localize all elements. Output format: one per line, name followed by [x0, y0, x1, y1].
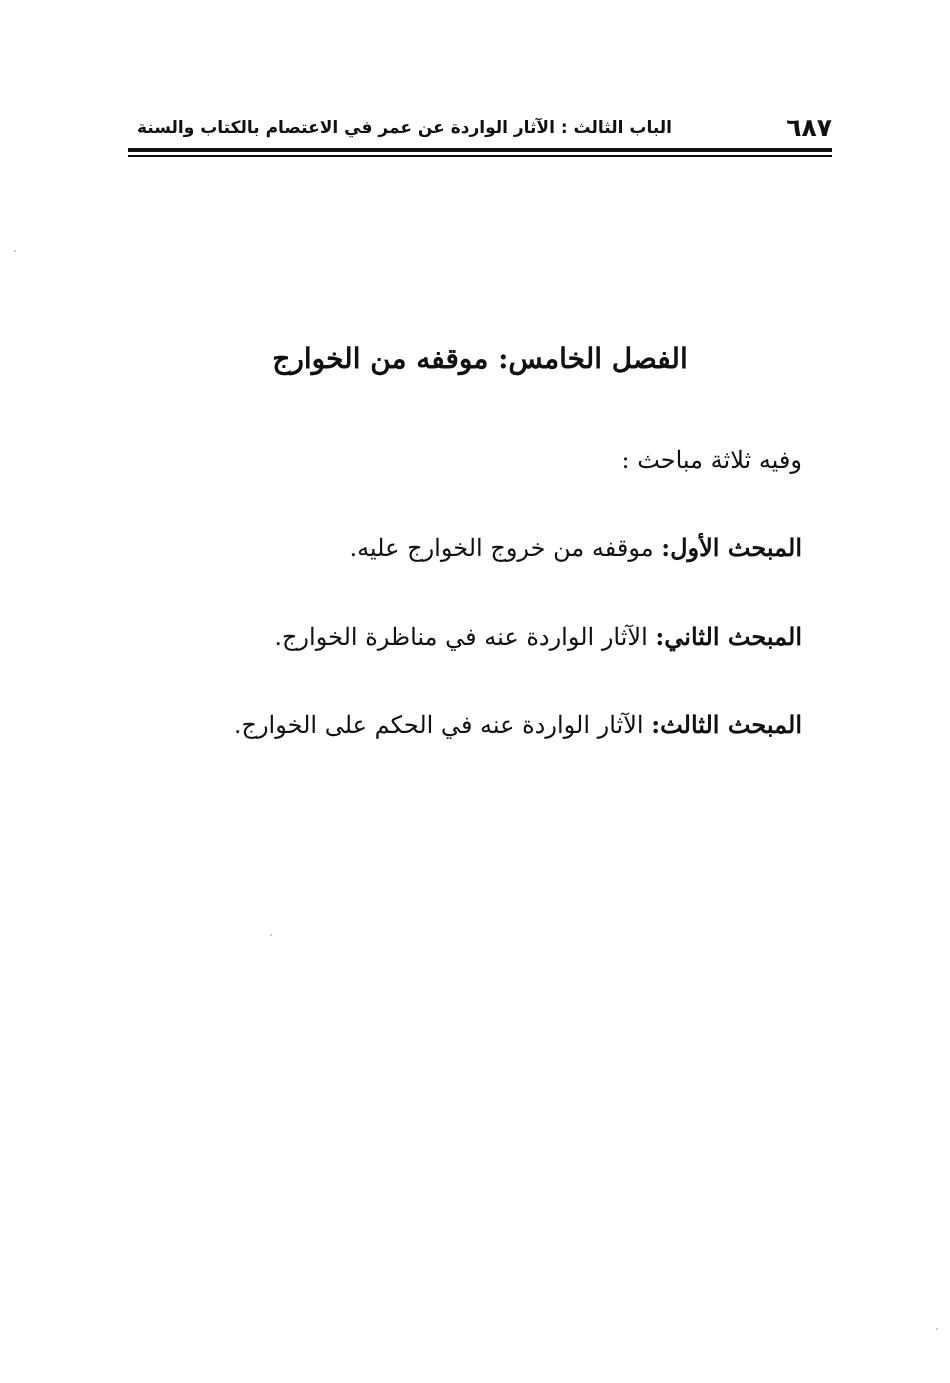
running-header-title: الباب الثالث : الآثار الواردة عن عمر في الاعتصام بالكتاب والسنة: [136, 118, 672, 138]
header-rule-thick: [128, 148, 832, 152]
intro-line: وفيه ثلاثة مباحث :: [621, 446, 802, 474]
topic-label: المبحث الثالث:: [651, 710, 802, 739]
topic-text: الآثار الواردة عنه في مناظرة الخوارج.: [274, 623, 656, 651]
topic-label: المبحث الثاني:: [655, 622, 802, 651]
page-number: ٦٨٧: [786, 113, 832, 142]
topic-item-2: [274, 617, 802, 657]
topic-item-1: [349, 528, 802, 568]
scan-speck: [936, 1328, 938, 1330]
topic-text: موقفه من خروج الخوارج عليه.: [349, 534, 662, 562]
running-header: [128, 108, 832, 148]
topic-text: الآثار الواردة عنه في الحكم على الخوارج.: [233, 711, 652, 739]
scan-speck: [14, 250, 16, 252]
topic-label: المبحث الأول:: [661, 533, 802, 562]
header-rule-thin: [128, 155, 832, 157]
scan-speck: [270, 934, 272, 936]
topic-item-3: [234, 705, 802, 745]
chapter-title: الفصل الخامس: موقفه من الخوارج: [272, 342, 688, 375]
